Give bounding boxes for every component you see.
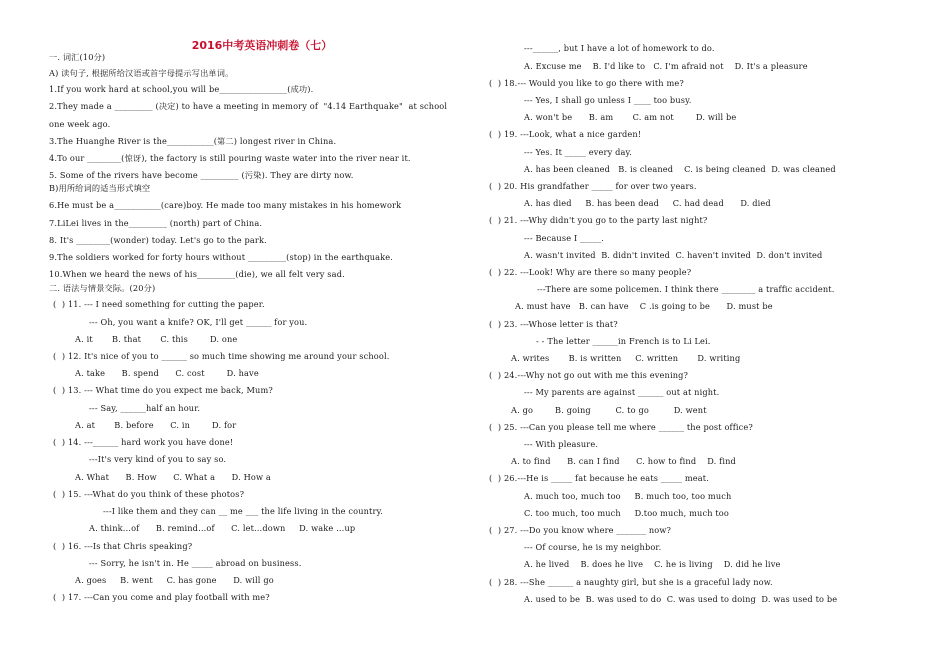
text-line: A. it B. that C. this D. one bbox=[75, 334, 238, 344]
text-line: 二. 语法与情景交际。(20分) bbox=[49, 283, 156, 293]
text-line: ( ) 16. ---Is that Chris speaking? bbox=[53, 541, 193, 551]
text-line: 6.He must be a___________(care)boy. He made too many mistakes in his homework bbox=[49, 200, 402, 210]
text-line: A. won't be B. am C. am not D. will be bbox=[524, 112, 737, 122]
text-line: B)用所给词的适当形式填空 bbox=[49, 183, 151, 193]
text-line: ( ) 28. ---She ______ a naughty girl, but she is a graceful lady now. bbox=[489, 577, 773, 587]
text-line: --- My parents are against ______ out at night. bbox=[524, 387, 720, 397]
text-line: A. What B. How C. What a D. How a bbox=[75, 472, 271, 482]
text-line: A. at B. before C. in D. for bbox=[75, 420, 237, 430]
text-line: ( ) 23. ---Whose letter is that? bbox=[489, 319, 618, 329]
text-line: ( ) 15. ---What do you think of these photos? bbox=[53, 489, 245, 499]
text-line: --- Oh, you want a knife? OK, I'll get ______ for you. bbox=[89, 317, 308, 327]
text-line: ---I like them and they can __ me ___ the life living in the country. bbox=[103, 506, 384, 516]
text-line: A. has been cleaned B. is cleaned C. is being cleaned D. was cleaned bbox=[524, 164, 836, 174]
text-line: 5. Some of the rivers have become _________ (污染). They are dirty now. bbox=[49, 170, 354, 180]
text-line: A) 读句子, 根据所给汉语或首字母提示写出单词。 bbox=[49, 68, 234, 78]
text-line: A. Excuse me B. I'd like to C. I'm afraid not D. It's a pleasure bbox=[524, 61, 808, 71]
text-line: --- Say, ______half an hour. bbox=[89, 403, 201, 413]
text-line: ( ) 11. --- I need something for cutting the paper. bbox=[53, 299, 265, 309]
text-line: --- Yes, I shall go unless I ____ too busy. bbox=[524, 95, 692, 105]
text-line: A. think…of B. remind…of C. let…down D. wake …up bbox=[89, 523, 356, 533]
text-line: --- Sorry, he isn't in. He _____ abroad on business. bbox=[89, 558, 302, 568]
text-line: ( ) 12. It's nice of you to ______ so much time showing me around your school. bbox=[53, 351, 390, 361]
text-line: --- Of course, he is my neighbor. bbox=[524, 542, 662, 552]
text-line: 3.The Huanghe River is the___________(第二) longest river in China. bbox=[49, 136, 337, 146]
text-line: A. wasn't invited B. didn't invited C. haven't invited D. don't invited bbox=[524, 250, 823, 260]
text-line: A. to find B. can I find C. how to find D. find bbox=[511, 456, 736, 466]
text-line: A. must have B. can have C .is going to be D. must be bbox=[515, 301, 773, 311]
text-line: ( ) 19. ---Look, what a nice garden! bbox=[489, 129, 642, 139]
text-line: 2.They made a _________ (决定) to have a meeting in memory of "4.14 Earthquake" at school bbox=[49, 101, 448, 111]
text-line: 7.LiLei lives in the_________ (north) part of China. bbox=[49, 218, 263, 228]
page-title: 2016中考英语冲刺卷（七） bbox=[191, 39, 333, 52]
text-line: ( ) 18.--- Would you like to go there with me? bbox=[489, 78, 684, 88]
text-line: ( ) 20. His grandfather _____ for over two years. bbox=[489, 181, 697, 191]
text-line: A. he lived B. does he live C. he is living D. did he live bbox=[524, 559, 781, 569]
text-line: A. writes B. is written C. written D. writing bbox=[511, 353, 741, 363]
text-line: 8. It's ________(wonder) today. Let's go to the park. bbox=[49, 235, 267, 245]
text-line: A. has died B. has been dead C. had dead D. died bbox=[524, 198, 771, 208]
text-line: - - The letter ______in French is to Li Lei. bbox=[536, 336, 711, 346]
text-line: ( ) 25. ---Can you please tell me where ______ the post office? bbox=[489, 422, 753, 432]
text-line: --- Yes. It _____ every day. bbox=[524, 147, 632, 157]
text-line: ( ) 14. ---______ hard work you have done! bbox=[53, 437, 234, 447]
text-line: ---There are some policemen. I think there ________ a traffic accident. bbox=[537, 284, 835, 294]
text-line: 4.To our ________(惊讶), the factory is still pouring waste water into the river near it. bbox=[49, 153, 411, 163]
text-line: ( ) 27. ---Do you know where _______ now? bbox=[489, 525, 672, 535]
text-line: ( ) 17. ---Can you come and play football with me? bbox=[53, 592, 270, 602]
text-line: A. take B. spend C. cost D. have bbox=[75, 368, 259, 378]
text-line: 9.The soldiers worked for forty hours without _________(stop) in the earthquake. bbox=[49, 252, 394, 262]
text-line: A. much too, much too B. much too, too much bbox=[524, 491, 732, 501]
text-line: ---It's very kind of you to say so. bbox=[89, 454, 227, 464]
text-line: ( ) 26.---He is _____ fat because he eats _____ meat. bbox=[489, 473, 709, 483]
text-line: ( ) 24.---Why not go out with me this evening? bbox=[489, 370, 689, 380]
text-line: --- With pleasure. bbox=[524, 439, 599, 449]
text-line: --- Because I _____. bbox=[524, 233, 605, 243]
text-line: ( ) 21. ---Why didn't you go to the party last night? bbox=[489, 215, 708, 225]
text-line: 10.When we heard the news of his_________(die), we all felt very sad. bbox=[49, 269, 345, 279]
text-line: A. go B. going C. to go D. went bbox=[511, 405, 707, 415]
text-line: 一. 词汇(10分) bbox=[49, 52, 106, 62]
text-line: C. too much, too much D.too much, much too bbox=[524, 508, 729, 518]
text-line: ---______, but I have a lot of homework to do. bbox=[524, 43, 715, 53]
text-line: A. used to be B. was used to do C. was used to doing D. was used to be bbox=[524, 594, 838, 604]
text-line: ( ) 22. ---Look! Why are there so many people? bbox=[489, 267, 692, 277]
text-line: ( ) 13. --- What time do you expect me back, Mum? bbox=[53, 385, 273, 395]
text-line: A. goes B. went C. has gone D. will go bbox=[75, 575, 274, 585]
text-line: 1.If you work hard at school,you will be________________(成功). bbox=[49, 84, 314, 94]
text-line: one week ago. bbox=[49, 119, 111, 129]
